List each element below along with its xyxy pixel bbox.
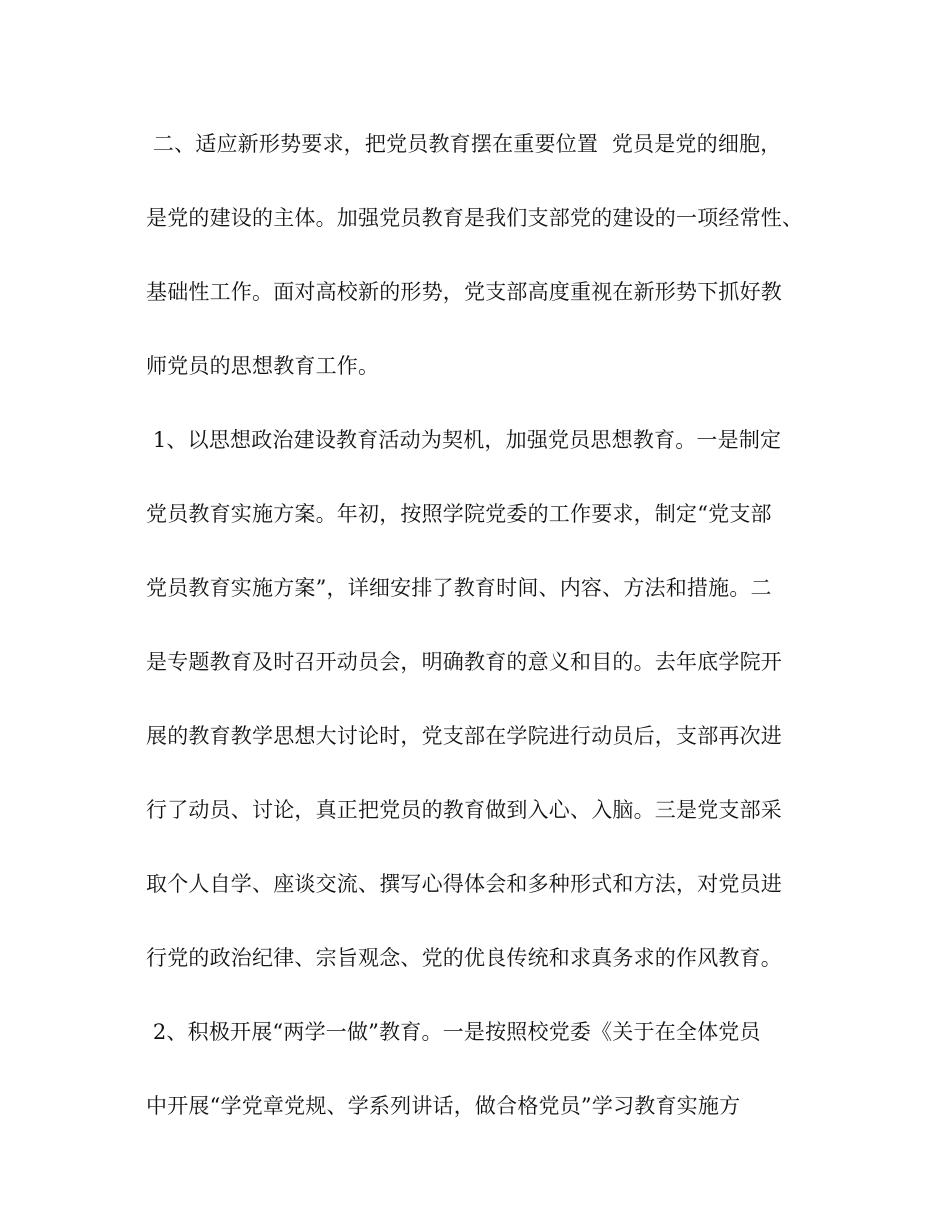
text-line: 二、适应新形势要求，把党员教育摆在重要位置 党员是党的细胞， — [146, 132, 782, 156]
text-line: 党员教育实施方案。年初，按照学院党委的工作要求，制定“党支部 — [146, 502, 772, 526]
text-line: 展的教育教学思想大讨论时，党支部在学院进行动员后，支部再次进 — [146, 724, 782, 748]
text-line: 党员教育实施方案”，详细安排了教育时间、内容、方法和措施。二 — [146, 576, 772, 600]
text-line: 行了动员、讨论，真正把党员的教育做到入心、入脑。三是党支部采 — [146, 798, 782, 822]
text-line: 是党的建设的主体。加强党员教育是我们支部党的建设的一项经常性、 — [146, 206, 804, 230]
text-line: 取个人自学、座谈交流、撰写心得体会和多种形式和方法，对党员进 — [146, 872, 782, 896]
text-line: 中开展“学党章党规、学系列讲话，做合格党员”学习教育实施方 — [146, 1094, 741, 1118]
text-line: 行党的政治纪律、宗旨观念、党的优良传统和求真务求的作风教育。 — [146, 946, 782, 970]
text-line: 基础性工作。面对高校新的形势，党支部高度重视在新形势下抓好教 — [146, 280, 782, 304]
text-line: 是专题教育及时召开动员会，明确教育的意义和目的。去年底学院开 — [146, 650, 782, 674]
body-text — [146, 118, 836, 1154]
text-line: 师党员的思想教育工作。 — [146, 354, 380, 378]
text-line: 1、以思想政治建设教育活动为契机，加强党员思想教育。一是制定 — [146, 428, 782, 452]
text-line: 2、积极开展“两学一做”教育。一是按照校党委《关于在全体党员 — [146, 1020, 761, 1044]
